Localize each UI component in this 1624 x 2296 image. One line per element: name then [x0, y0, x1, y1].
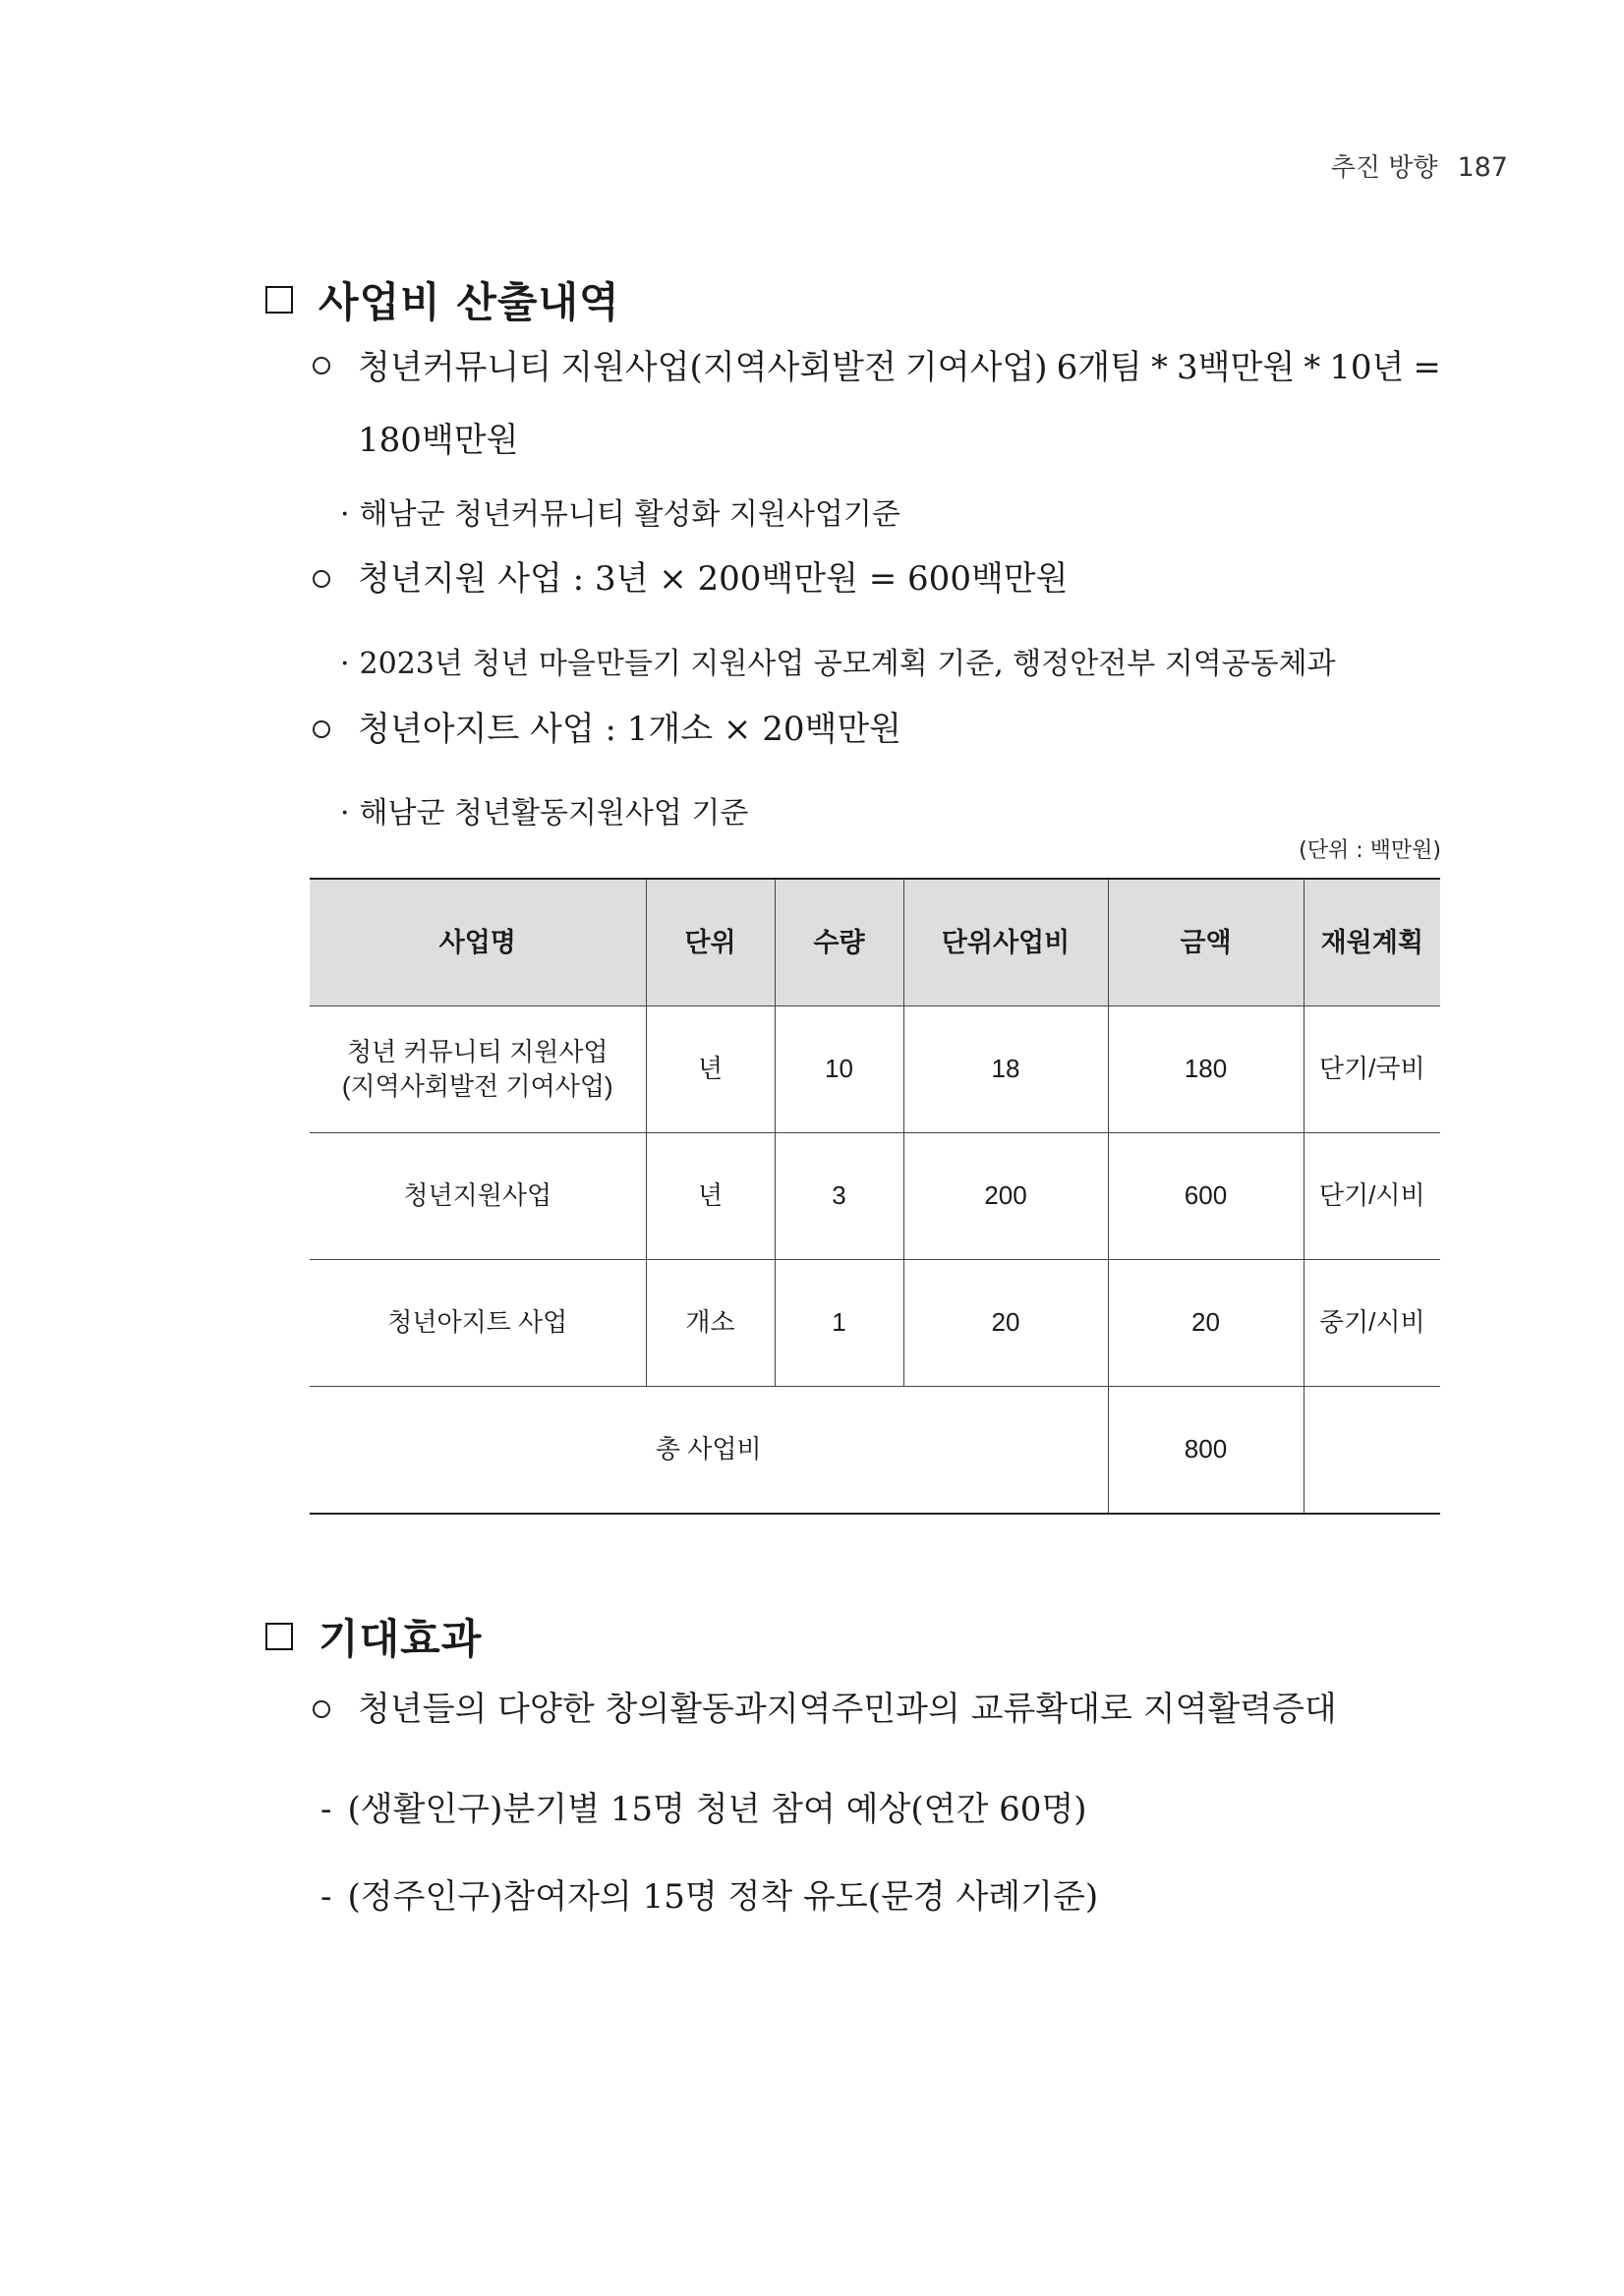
dash-text: (생활인구)분기별 15명 청년 참여 예상(연간 60명)	[347, 1790, 1087, 1829]
dash-item	[320, 1782, 1086, 1830]
bullet-text: 청년지원 사업 : 3년 × 200백만원 = 600백만원	[358, 559, 1069, 599]
header-section-title: 추진 방향	[1330, 153, 1438, 183]
cell-name: 청년아지트 사업	[310, 1260, 646, 1387]
sub-note	[340, 489, 900, 533]
column-header: 사업명	[310, 879, 646, 1006]
sub-note	[340, 639, 1336, 682]
cell-unit-cost: 20	[903, 1260, 1108, 1387]
sub-note	[340, 788, 748, 832]
cell-amount: 180	[1108, 1006, 1304, 1133]
middle-dot-icon: ·	[340, 647, 350, 681]
cell-funding: 중기/시비	[1304, 1260, 1440, 1387]
circle-bullet-icon	[313, 357, 330, 374]
cell-name	[310, 1006, 646, 1133]
table-row	[310, 1260, 1440, 1387]
bullet-text: 청년아지트 사업 : 1개소 × 20백만원	[358, 710, 902, 749]
sub-note-text: 해남군 청년활동지원사업 기준	[359, 796, 749, 831]
cell-qty: 10	[775, 1006, 903, 1133]
cell-unit: 년	[646, 1006, 775, 1133]
section-title: 기대효과	[319, 1615, 483, 1663]
cell-funding: 단기/국비	[1304, 1006, 1440, 1133]
bullet-item-community	[313, 348, 1441, 387]
table-total-row	[310, 1387, 1440, 1515]
middle-dot-icon: ·	[340, 796, 350, 831]
cell-name-line: 청년 커뮤니티 지원사업	[346, 1036, 609, 1066]
total-amount: 800	[1108, 1387, 1304, 1515]
section-heading-effects	[265, 1607, 482, 1666]
column-header: 재원계획	[1304, 879, 1440, 1006]
cell-name-line: (지역사회발전 기여사업)	[341, 1071, 613, 1101]
total-funding	[1304, 1387, 1440, 1515]
bullet-word: 기여사업)	[904, 348, 1048, 387]
dash-icon: -	[320, 1790, 332, 1829]
column-header: 금액	[1108, 879, 1304, 1006]
unit-note: (단위 : 백만원)	[1299, 838, 1441, 863]
budget-table	[310, 878, 1440, 1515]
bullet-item-effect	[313, 1690, 1337, 1729]
bullet-word: *	[1150, 348, 1168, 387]
circle-bullet-icon	[313, 570, 330, 588]
cell-qty: 3	[775, 1133, 903, 1260]
sub-note-text: 해남군 청년커뮤니티 활성화 지원사업기준	[359, 497, 900, 532]
cell-amount: 20	[1108, 1260, 1304, 1387]
cell-unit: 년	[646, 1133, 775, 1260]
bullet-word: 지원사업(지역사회발전	[560, 348, 897, 387]
page-number: 187	[1457, 152, 1508, 183]
cell-amount: 600	[1108, 1133, 1304, 1260]
bullet-item-youth-support	[313, 559, 1069, 599]
dash-text: (정주인구)참여자의 15명 정착 유도(문경 사례기준)	[347, 1877, 1099, 1917]
total-label: 총 사업비	[310, 1387, 1108, 1515]
bullet-word: 6개팀	[1056, 348, 1142, 387]
section-title: 사업비 산출내역	[319, 278, 620, 326]
bullet-word: 10년	[1329, 348, 1405, 387]
bullet-word: 청년커뮤니티	[358, 348, 552, 387]
bullet-item-youth-agit	[313, 710, 902, 749]
table-header-row	[310, 879, 1440, 1006]
cell-unit-cost: 200	[903, 1133, 1108, 1260]
checkbox-icon	[265, 1623, 293, 1650]
bullet-text: 청년들의 다양한 창의활동과지역주민과의 교류확대로 지역활력증대	[358, 1690, 1337, 1729]
section-heading-budget	[265, 270, 620, 329]
bullet-continuation: 180백만원	[358, 421, 519, 460]
cell-unit-cost: 18	[903, 1006, 1108, 1133]
dash-item	[320, 1869, 1098, 1918]
circle-bullet-icon	[313, 720, 330, 738]
cell-funding: 단기/시비	[1304, 1133, 1440, 1260]
cell-name: 청년지원사업	[310, 1133, 646, 1260]
middle-dot-icon: ·	[340, 497, 350, 532]
bullet-word: *	[1304, 348, 1321, 387]
bullet-word: 3백만원	[1177, 348, 1296, 387]
sub-note-text: 2023년 청년 마을만들기 지원사업 공모계획 기준, 행정안전부 지역공동체과	[359, 647, 1336, 681]
cell-qty: 1	[775, 1260, 903, 1387]
bullet-text	[358, 348, 1441, 387]
circle-bullet-icon	[313, 1700, 330, 1718]
checkbox-icon	[265, 286, 293, 314]
running-header	[1331, 147, 1508, 184]
column-header: 단위	[646, 879, 775, 1006]
column-header: 단위사업비	[903, 879, 1108, 1006]
cell-unit: 개소	[646, 1260, 775, 1387]
dash-icon: -	[320, 1877, 332, 1917]
bullet-word: =	[1413, 348, 1441, 387]
table-row	[310, 1006, 1440, 1133]
table-row	[310, 1133, 1440, 1260]
column-header: 수량	[775, 879, 903, 1006]
